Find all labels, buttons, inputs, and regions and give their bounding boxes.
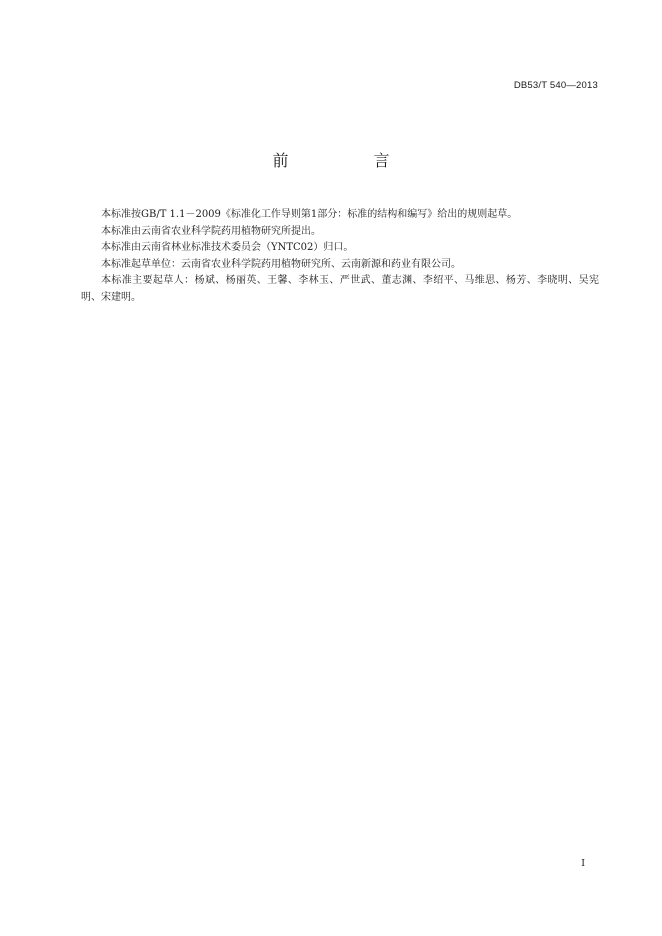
paragraph-administrator: 本标准由云南省林业标准技术委员会（YNTC02）归口。 xyxy=(101,242,354,253)
page-number: I xyxy=(581,858,585,869)
paragraph-proposer: 本标准由云南省农业科学院药用植物研究所提出。 xyxy=(101,225,321,237)
foreword-body xyxy=(81,207,599,306)
page-title: 前 言 xyxy=(272,151,430,170)
paragraph-drafters: 本标准主要起草人：杨斌、杨丽英、王馨、李林玉、严世武、董志渊、李绍平、马维思、杨芳、李晓明、吴宪明、宋建明。 xyxy=(81,275,599,303)
paragraph-drafting-units: 本标准起草单位：云南省农业科学院药用植物研究所、云南新源和药业有限公司。 xyxy=(101,258,461,270)
document-code: DB53/T 540—2013 xyxy=(513,80,598,91)
paragraph-drafting-rules: 本标准按GB/T 1.1－2009《标准化工作导则第1部分：标准的结构和编写》给出的规则起草。 xyxy=(101,209,518,220)
